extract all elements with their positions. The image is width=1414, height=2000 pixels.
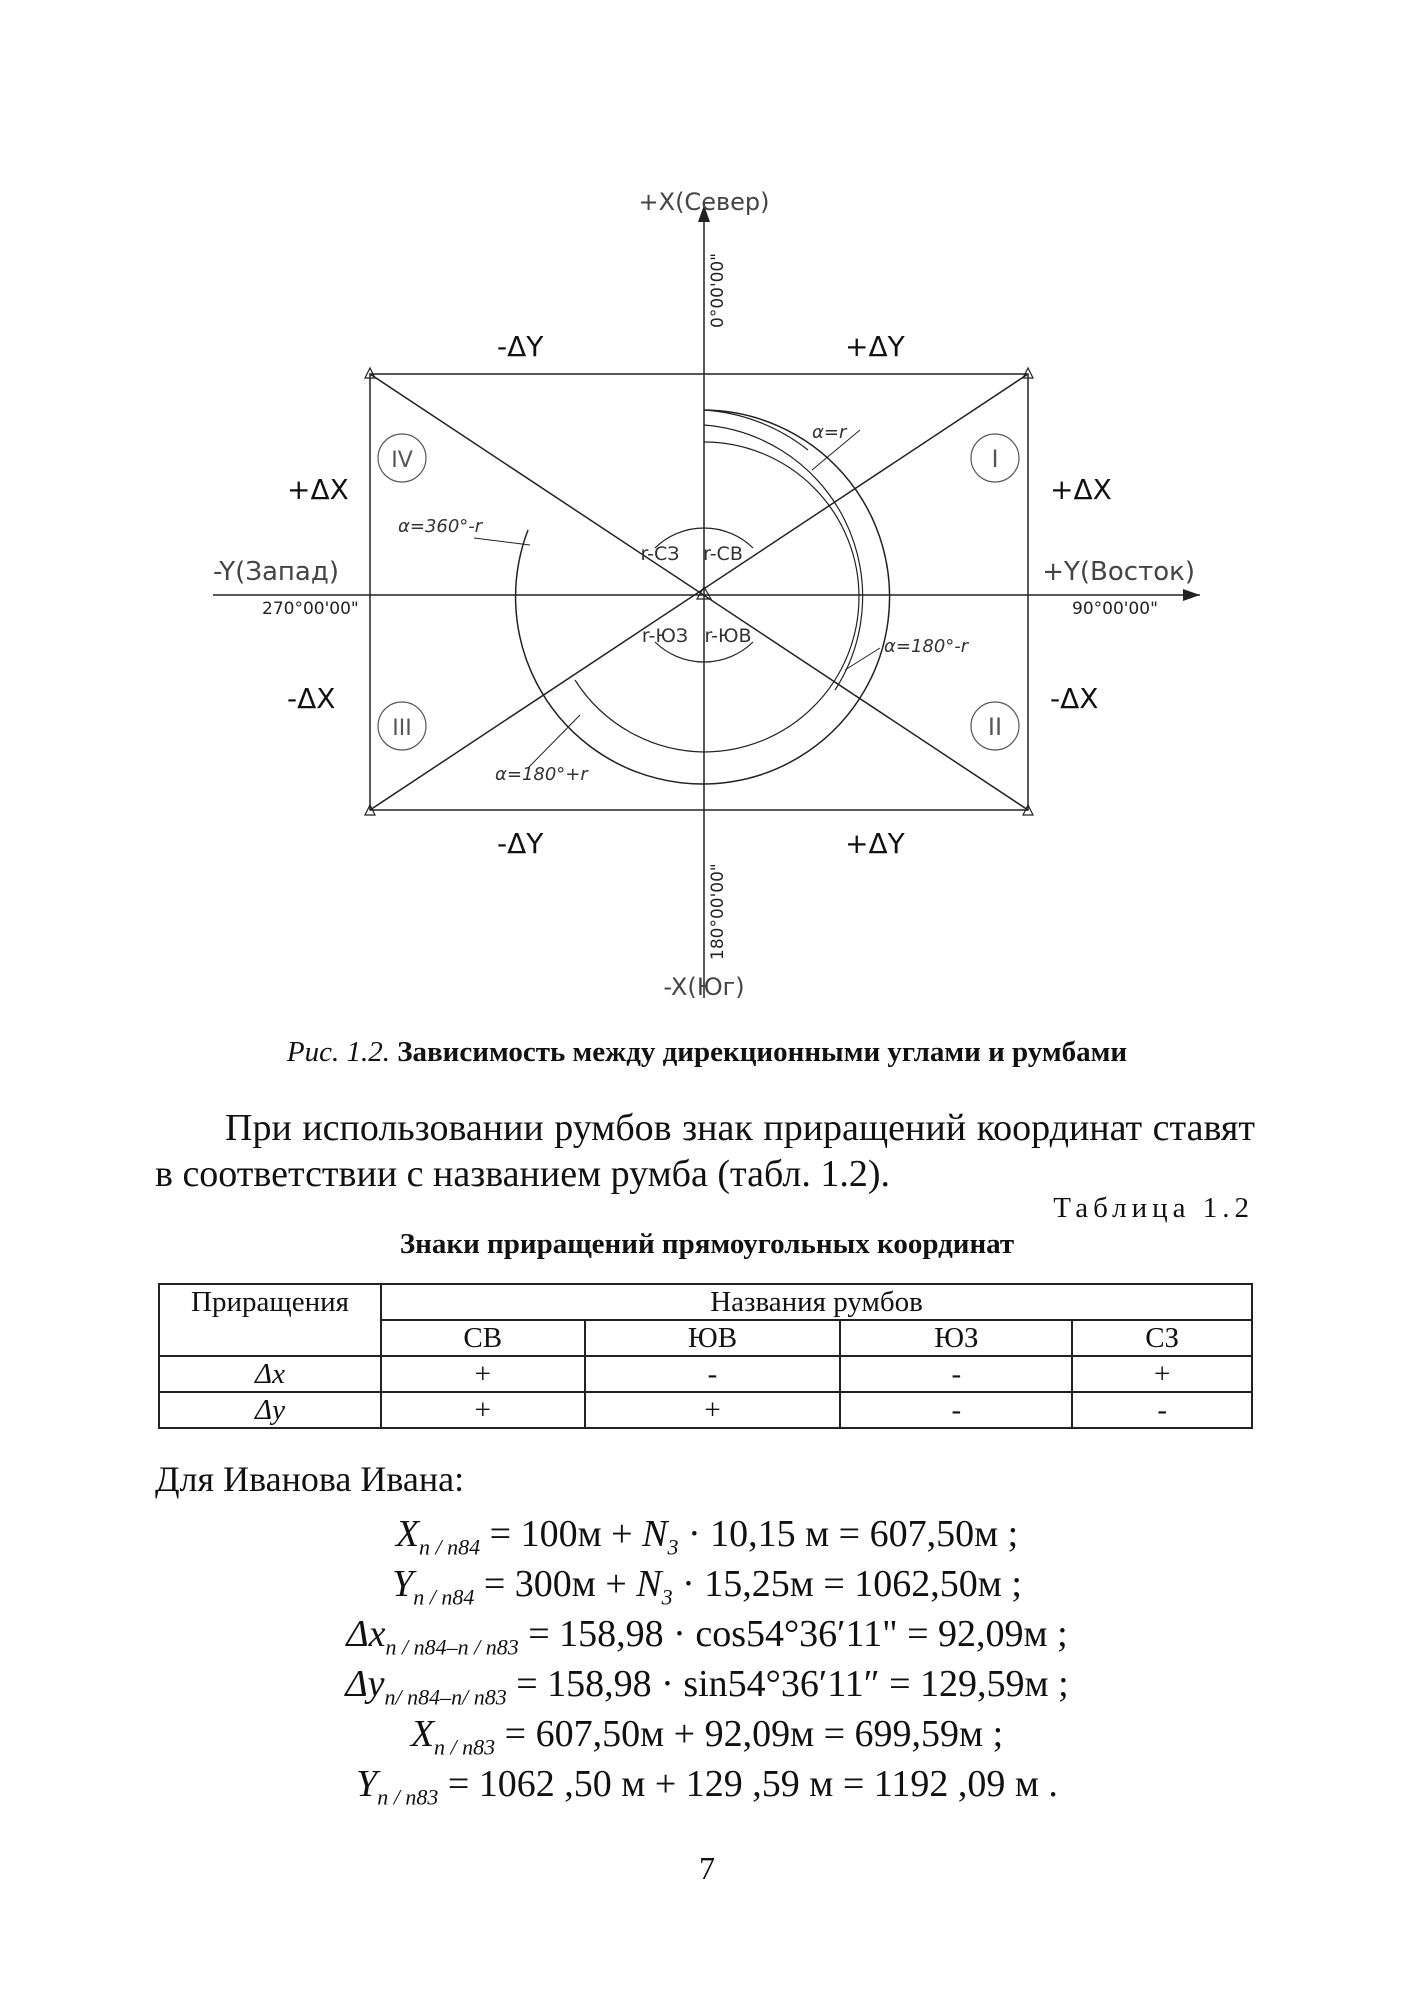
table-cell: - <box>585 1356 841 1392</box>
angle-east-label: 90°00'00" <box>1072 599 1158 619</box>
table-row <box>159 1392 1252 1428</box>
eq4-symbol: Δy <box>345 1663 385 1705</box>
eq3-subscript: п / п84–п / п83 <box>385 1634 519 1660</box>
eq2-subscript: п / п84 <box>413 1584 475 1610</box>
eq2-rhs: = 300м + <box>483 1563 637 1605</box>
rhumb-sw: r-ЮЗ <box>641 625 689 647</box>
equation-2 <box>0 1562 1414 1620</box>
eq3-rhs: = 158,98 · cos54°36′11" = 92,09м ; <box>528 1613 1068 1655</box>
eq1-symbol: X <box>395 1513 420 1555</box>
dx-upper-right: +ΔX <box>1050 473 1112 506</box>
table-title: Знаки приращений прямоугольных координат <box>399 1228 1015 1260</box>
axis-west-label: -Y(Запад) <box>213 557 339 587</box>
dy-bottom-left: -ΔY <box>497 827 544 860</box>
angle-arc-q1 <box>704 410 808 450</box>
leader-q2 <box>845 648 880 670</box>
equation-3 <box>0 1612 1414 1670</box>
formula-q4: α=360°-r <box>398 516 483 537</box>
angle-north-label: 0°00'00" <box>708 252 728 328</box>
table-cell: - <box>840 1356 1072 1392</box>
table-cell: + <box>381 1392 585 1428</box>
increments-table <box>158 1283 1253 1429</box>
quadrant-label-2: II <box>987 713 1003 741</box>
dy-top-right: +ΔY <box>845 330 905 363</box>
rhumb-ne: r-СВ <box>703 543 743 565</box>
eq6-rhs: = 1062 ,50 м + 129 ,59 м = 1192 ,09 м . <box>447 1763 1058 1805</box>
angle-arc-full <box>516 410 890 784</box>
eq3-symbol: Δx <box>346 1613 386 1655</box>
formula-q2: α=180°-r <box>884 636 969 657</box>
table-cell: - <box>1072 1392 1252 1428</box>
body-paragraph: При использовании румбов знак приращений координат ставят в соответствии с названием румба (табл. 1.2). <box>155 1107 1255 1195</box>
eq5-subscript: п / п83 <box>434 1734 496 1760</box>
formula-q1: α=r <box>812 422 847 443</box>
dx-lower-left: -ΔX <box>287 682 336 715</box>
table-col-header: ЮЗ <box>840 1320 1072 1356</box>
eq2-n: N <box>636 1563 662 1605</box>
equation-1 <box>0 1512 1414 1570</box>
axis-east-label: +Y(Восток) <box>1042 557 1195 587</box>
eq2-symbol: Y <box>392 1563 414 1605</box>
dx-lower-right: -ΔX <box>1050 682 1099 715</box>
leader-q3 <box>528 715 580 768</box>
table-header-rhumbs: Названия румбов <box>381 1284 1252 1320</box>
table-col-header: ЮВ <box>585 1320 841 1356</box>
eq1-subscript: п / п84 <box>419 1534 481 1560</box>
eq5-symbol: X <box>410 1713 435 1755</box>
eq2-tail: · 15,25м = 1062,50м ; <box>672 1563 1022 1605</box>
equation-5 <box>0 1712 1414 1770</box>
quadrant-label-4: IV <box>391 448 413 473</box>
table-row-label: Δy <box>159 1392 381 1428</box>
rhumb-se: r-ЮВ <box>704 625 752 647</box>
eq1-n-sub: 3 <box>667 1534 679 1560</box>
figure-title: Зависимость между дирекционными углами и румбами <box>397 1036 1128 1068</box>
angle-arc-q3 <box>575 442 859 752</box>
table-col-header: СВ <box>381 1320 585 1356</box>
table-header-increments: Приращения <box>159 1284 381 1356</box>
table-col-header: СЗ <box>1072 1320 1252 1356</box>
rhumb-nw: r-СЗ <box>640 543 680 565</box>
axis-south-label: -X(Юг) <box>663 973 745 1001</box>
table-row-label: Δx <box>159 1356 381 1392</box>
formula-q3: α=180°+r <box>495 764 588 785</box>
table-cell: + <box>381 1356 585 1392</box>
quadrant-label-1: I <box>991 445 999 473</box>
table-cell: - <box>840 1392 1072 1428</box>
eq1-rhs: = 100м + <box>489 1513 643 1555</box>
table-cell: + <box>585 1392 841 1428</box>
equation-6 <box>0 1762 1414 1820</box>
angle-south-label: 180°00'00" <box>708 863 728 960</box>
eq6-subscript: п / п83 <box>377 1784 439 1810</box>
eq6-symbol: Y <box>356 1763 378 1805</box>
eq1-tail: · 10,15 м = 607,50м ; <box>678 1513 1019 1555</box>
figure-caption <box>0 1036 1414 1069</box>
eq1-n: N <box>642 1513 668 1555</box>
equation-4 <box>0 1662 1414 1720</box>
y-axis-arrow <box>1183 589 1200 601</box>
leader-q4 <box>474 538 530 545</box>
eq4-subscript: п/ п84–п/ п83 <box>384 1684 507 1710</box>
table-row <box>159 1356 1252 1392</box>
table-number: Таблица 1.2 <box>1053 1192 1254 1224</box>
eq4-rhs: = 158,98 · sin54°36′11″ = 129,59м ; <box>516 1663 1069 1705</box>
calculation-intro: Для Иванова Ивана: <box>155 1459 465 1499</box>
table-cell: + <box>1072 1356 1252 1392</box>
eq2-n-sub: 3 <box>661 1584 673 1610</box>
dx-upper-left: +ΔX <box>287 473 349 506</box>
figure-number: Рис. 1.2. <box>286 1036 390 1068</box>
angle-west-label: 270°00'00" <box>262 599 359 619</box>
page-number: 7 <box>699 1850 715 1886</box>
eq5-rhs: = 607,50м + 92,09м = 699,59м ; <box>504 1713 1004 1755</box>
dy-top-left: -ΔY <box>497 330 544 363</box>
quadrant-label-3: III <box>392 716 412 741</box>
axis-north-label: +X(Север) <box>638 188 770 216</box>
dy-bottom-right: +ΔY <box>845 827 905 860</box>
